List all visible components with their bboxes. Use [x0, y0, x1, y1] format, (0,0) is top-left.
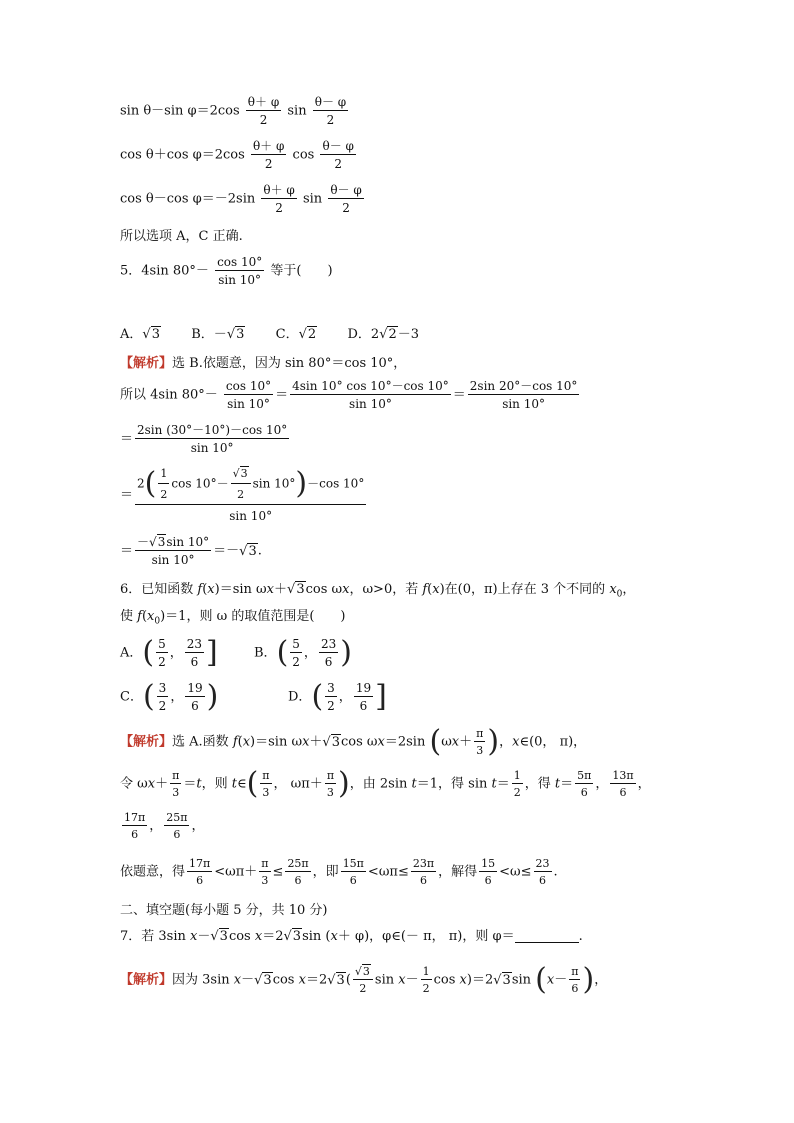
fraction: $\frac{\cos 10^\circ}{\sin 10^\circ}$	[225, 379, 272, 411]
solution-6-line-4: 依题意，得 $\frac{17\pi}{6}$ <ωπ＋ $\frac{\pi}{3}$ ≤ $\frac{25\pi}{6}$ ，即 $\frac{15\pi}{6}$ <ωπ≤ $\frac{23\pi}{6}$ ，解得 $\frac{15}{6}$ <ω≤ $\frac{23}{6}$ .	[120, 857, 558, 887]
analysis-tag: 【解析】	[120, 972, 173, 988]
text: 等于( )	[270, 263, 333, 279]
identity-line-1	[120, 96, 350, 126]
answer-blank	[515, 930, 579, 943]
fraction: $\frac{\cos 10^\circ}{\sin 10^\circ}$	[217, 255, 263, 287]
question-6-line-1: 6．已知函数 f(x)＝sin ωx＋√3cos ωx，ω>0，若 f(x)在(0，π)上存在 3 个不同的 $x_0$，	[120, 582, 636, 600]
option-b: B．－√3	[191, 327, 245, 342]
solution-7-line-1: 【解析】因为 3sin x－√3cos x＝2√3( $\frac{√3}{2}$ sin x－ $\frac{1}{2}$ cos x)＝2√3sin (x－ $\frac{\pi}{6}$ )，	[120, 962, 608, 997]
question-5	[120, 256, 333, 286]
fraction: 2( $\frac{1}{2}$ cos 10°－ $\frac{√3}{2}$ sin 10°)－cos 10° sin 10°	[137, 466, 365, 523]
fraction: $\frac{\theta- \varphi}{2}$	[322, 139, 354, 171]
solution-5-line-5: ＝ $\frac{-√3\sin 10^\circ}{\sin 10^\circ}$ ＝－√3.	[120, 535, 262, 567]
text: cos	[292, 147, 315, 163]
solution-6-line-2: 令 ωx＋ $\frac{\pi}{3}$ ＝t，则 t∈( $\frac{\pi}{3}$ ， ωπ＋ $\frac{\pi}{3}$ )，由 2sin t＝1，得 sin t＝ $\frac{1}{2}$ ，得 t＝ $\frac{5\pi}{6}$ ， $\frac{13\pi}{6}$ ，	[120, 766, 651, 801]
conclusion-line: 所以选项 A，C 正确.	[120, 229, 243, 244]
question-5-options	[120, 328, 419, 341]
fraction: $\frac{2\sin 20^\circ-\cos 10^\circ}{\sin 10^\circ}$	[469, 379, 578, 411]
analysis-tag: 【解析】	[120, 356, 173, 371]
solution-5-line-1	[120, 357, 406, 370]
section-2-heading: 二、填空题(每小题 5 分，共 10 分)	[120, 903, 328, 918]
text: 选 B.依题意，因为 sin 80°＝cos 10°，	[172, 356, 407, 371]
fraction: $\frac{2\sin (30^\circ-10^\circ)-\cos 10^\circ}{\sin 10^\circ}$	[137, 423, 288, 455]
fraction: $\frac{\theta+ \varphi}{2}$	[247, 95, 280, 127]
text: sin	[302, 191, 323, 207]
option-c: C．( $\frac{3}{2}$ ， $\frac{19}{6}$ )	[120, 679, 219, 714]
text: 所以 4sin 80°－	[120, 387, 218, 403]
option-c: C．√2	[275, 327, 317, 342]
question-6-options-ab	[120, 635, 352, 670]
fraction: $\frac{\theta- \varphi}{2}$	[330, 183, 362, 215]
solution-6-line-1: 【解析】选 A.函数 f(x)＝sin ωx＋√3cos ωx＝2sin (ωx＋ $\frac{\pi}{3}$ )，x∈(0， π)，	[120, 724, 587, 759]
solution-6-line-3: $\frac{17\pi}{6}$ ， $\frac{25\pi}{6}$ ，	[124, 811, 205, 841]
identity-line-2	[120, 140, 358, 170]
text: sin	[287, 103, 307, 119]
fraction: $\frac{\theta- \varphi}{2}$	[314, 95, 347, 127]
analysis-tag: 【解析】	[120, 734, 173, 750]
question-7: 7．若 3sin x－√3cos x＝2√3sin (x＋ φ)，φ∈(－ π， π)，则 φ＝ .	[120, 929, 583, 944]
option-d: D．( $\frac{3}{2}$ ， $\frac{19}{6}$ ]	[288, 679, 387, 714]
text: sin θ－sin φ＝2cos	[120, 103, 240, 119]
fraction: $\frac{4\sin 10^\circ \cos 10^\circ-\cos 10^\circ}{\sin 10^\circ}$	[292, 379, 449, 411]
option-b: B．( $\frac{5}{2}$ ， $\frac{23}{6}$ )	[254, 635, 352, 670]
question-6-options-cd	[120, 679, 387, 714]
question-6-line-2: 使 $f(x_0)=1$，则 ω 的取值范围是( )	[120, 609, 346, 627]
option-a: A．√3	[120, 327, 160, 342]
solution-5-line-3: ＝ $\frac{2\sin (30^\circ-10^\circ)-\cos 10^\circ}{\sin 10^\circ}$	[120, 423, 288, 455]
text: 5．4sin 80°－	[120, 263, 209, 279]
fraction: $\frac{\theta+ \varphi}{2}$	[263, 183, 295, 215]
fraction: $\frac{\theta+ \varphi}{2}$	[252, 139, 285, 171]
fraction: $\frac{-√3\sin 10^\circ}{\sin 10^\circ}$	[137, 535, 210, 567]
option-d: D．2√2－3	[347, 327, 420, 342]
solution-5-line-2: 所以 4sin 80°－ $\frac{\cos 10^\circ}{\sin 10^\circ}$ ＝ $\frac{4\sin 10^\circ \cos 10^\circ-\cos 10^\circ}{\sin 10^\circ}$ ＝ $\frac{2\sin 20^\circ-\cos 10^\circ}{\sin 10^\circ}$	[120, 379, 578, 411]
text: cos θ－cos φ＝－2sin	[120, 191, 256, 207]
solution-5-line-4: ＝ 2( $\frac{1}{2}$ cos 10°－ $\frac{√3}{2}$ sin 10°)－cos 10° sin 10°	[120, 466, 365, 523]
identity-line-3	[120, 184, 366, 214]
text: cos θ＋cos φ＝2cos	[120, 147, 245, 163]
option-a: A．( $\frac{5}{2}$ ， $\frac{23}{6}$ ]	[120, 635, 218, 670]
